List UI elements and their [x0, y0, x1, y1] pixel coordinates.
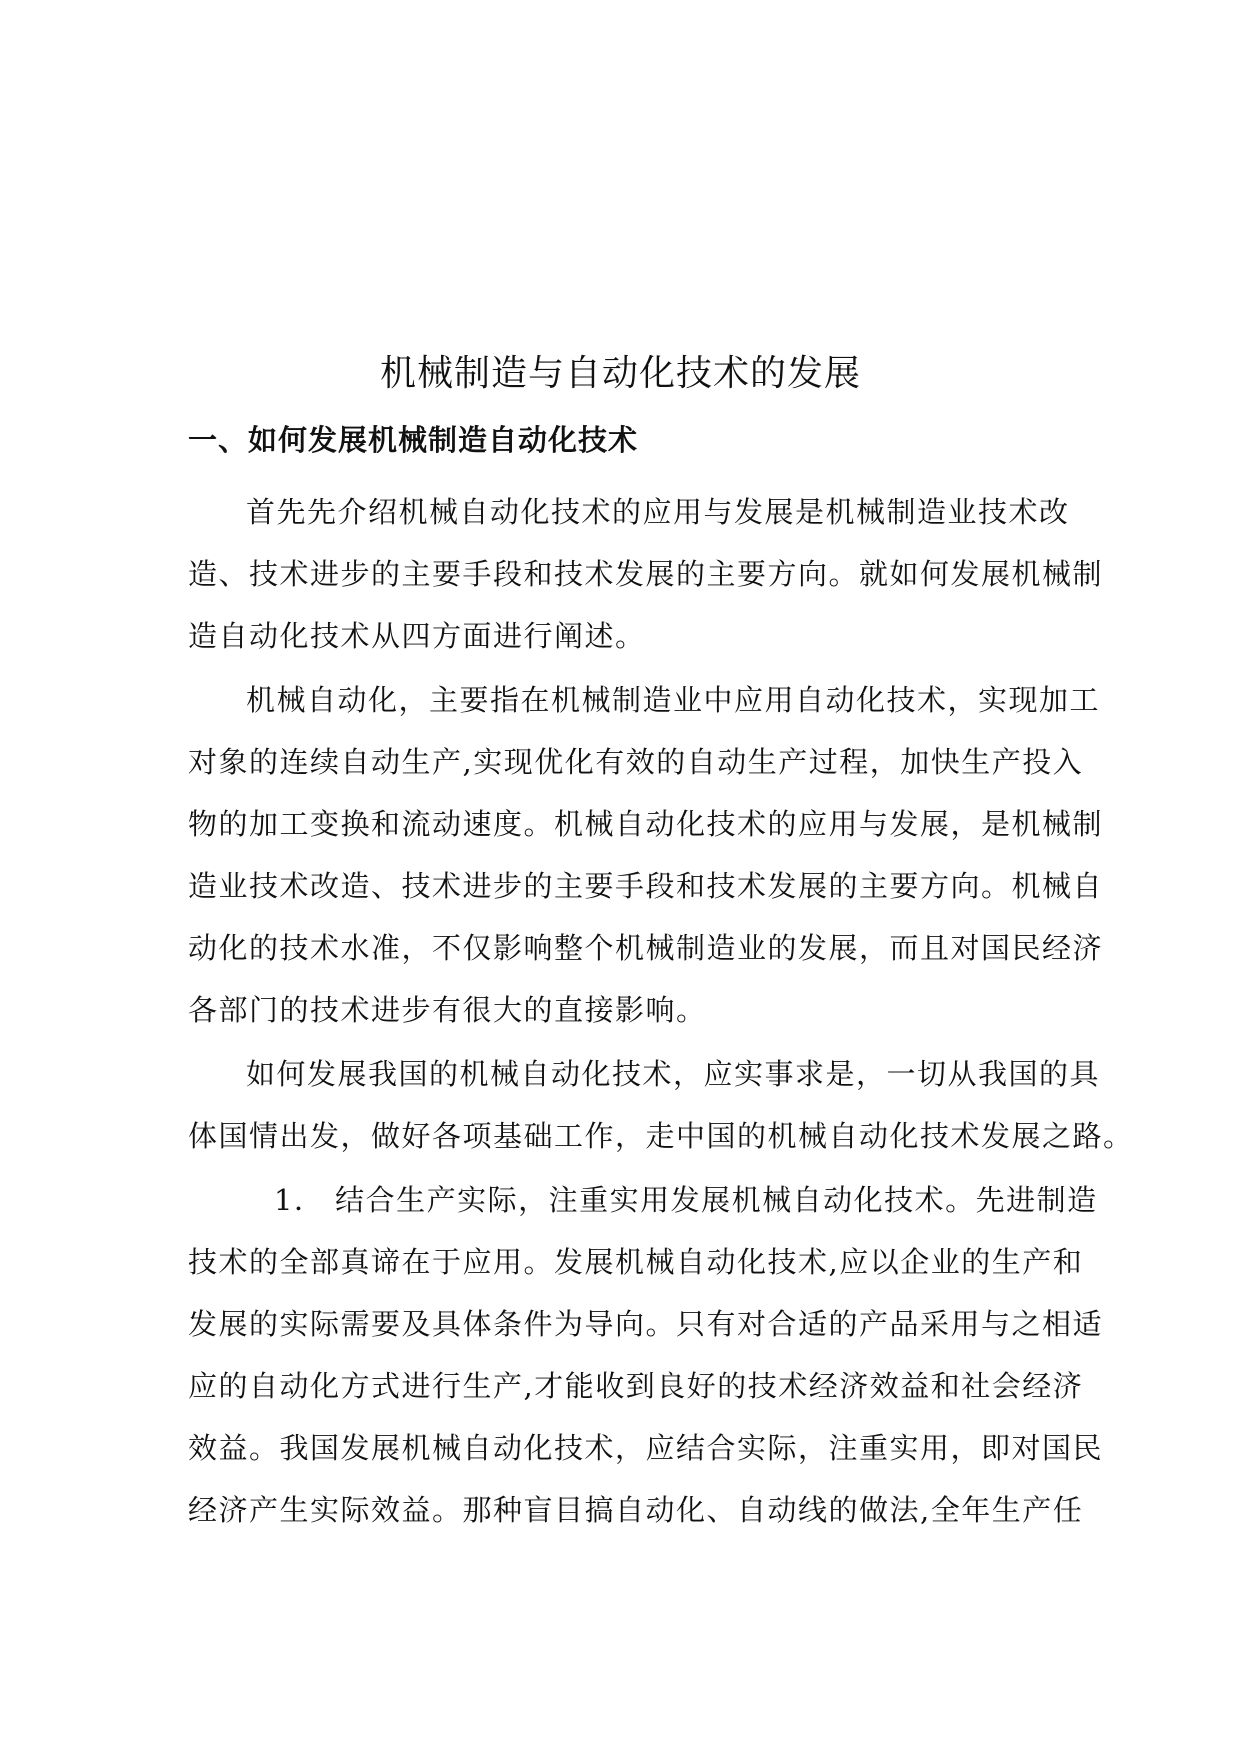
- paragraph-2-line-3: 物的加工变换和流动速度。机械自动化技术的应用与发展，是机械制: [188, 807, 1104, 841]
- list-item-1-line-4: 应的自动化方式进行生产,才能收到良好的技术经济效益和社会经济: [188, 1369, 1084, 1403]
- paragraph-1-line-1: 首先先介绍机械自动化技术的应用与发展是机械制造业技术改: [246, 495, 1070, 529]
- list-item-1-line-5: 效益。我国发展机械自动化技术，应结合实际，注重实用，即对国民: [188, 1431, 1104, 1465]
- paragraph-2-line-5: 动化的技术水准，不仅影响整个机械制造业的发展，而且对国民经济: [188, 931, 1104, 965]
- paragraph-1-line-2: 造、技术进步的主要手段和技术发展的主要方向。就如何发展机械制: [188, 557, 1104, 591]
- paragraph-2-line-1: 机械自动化，主要指在机械制造业中应用自动化技术，实现加工: [246, 683, 1101, 717]
- paragraph-2-line-2: 对象的连续自动生产,实现优化有效的自动生产过程，加快生产投入: [188, 745, 1084, 779]
- paragraph-3-line-1: 如何发展我国的机械自动化技术，应实事求是，一切从我国的具: [246, 1057, 1101, 1091]
- document-title: 机械制造与自动化技术的发展: [379, 353, 861, 394]
- paragraph-3-line-2: 体国情出发，做好各项基础工作，走中国的机械自动化技术发展之路。: [188, 1119, 1134, 1153]
- section-heading: 一、如何发展机械制造自动化技术: [188, 423, 639, 457]
- paragraph-2-line-4: 造业技术改造、技术进步的主要手段和技术发展的主要方向。机械自: [188, 869, 1104, 903]
- list-item-1-line-2: 技术的全部真谛在于应用。发展机械自动化技术,应以企业的生产和: [188, 1245, 1084, 1279]
- list-item-1-line-1: 1． 结合生产实际，注重实用发展机械自动化技术。先进制造: [274, 1183, 1098, 1217]
- paragraph-2-line-6: 各部门的技术进步有很大的直接影响。: [188, 993, 707, 1027]
- paragraph-1-line-3: 造自动化技术从四方面进行阐述。: [188, 619, 646, 653]
- list-item-1-line-3: 发展的实际需要及具体条件为导向。只有对合适的产品采用与之相适: [188, 1307, 1104, 1341]
- list-item-1-line-6: 经济产生实际效益。那种盲目搞自动化、自动线的做法,全年生产任: [188, 1493, 1084, 1527]
